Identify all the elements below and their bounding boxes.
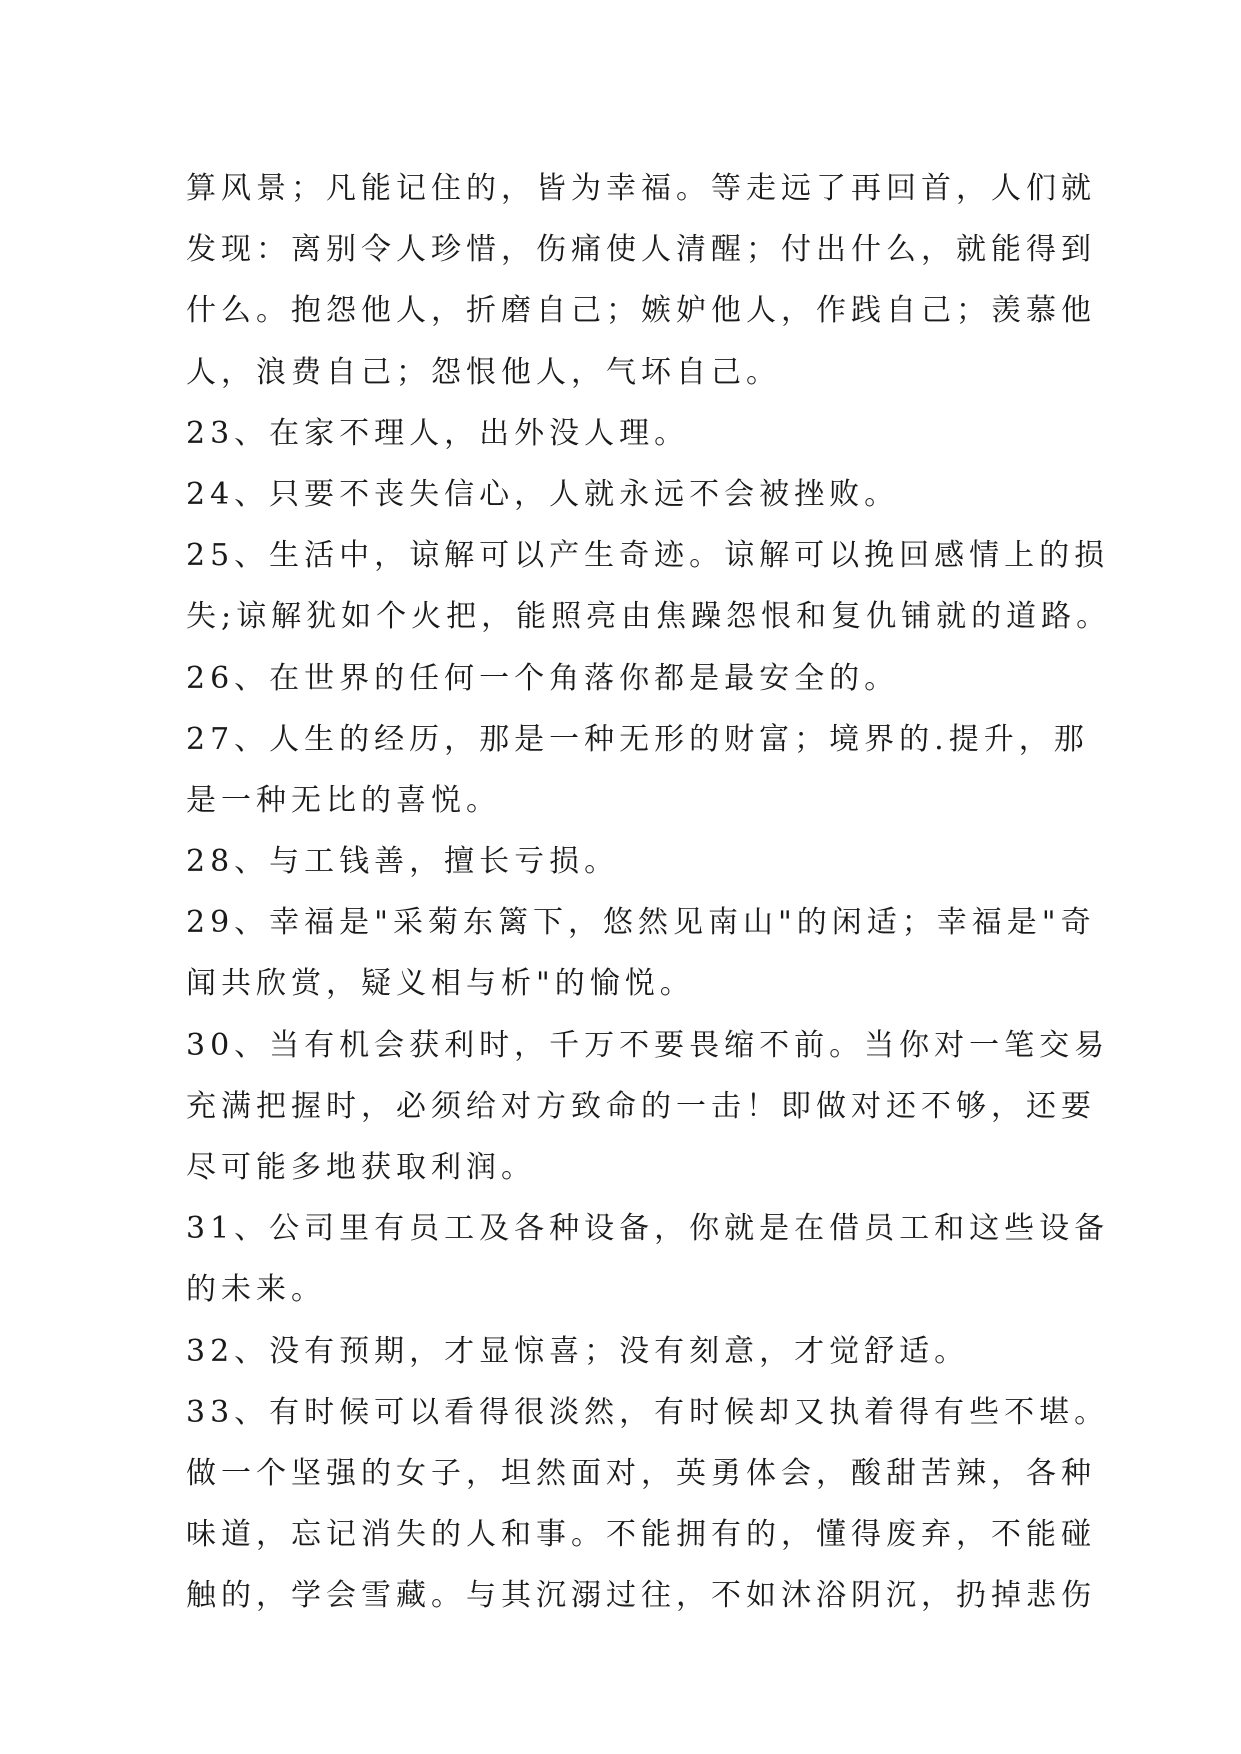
text-line: 什么。抱怨他人，折磨自己；嫉妒他人，作践自己；羡慕他 [186,293,1096,329]
text-line: 闻共欣赏，疑义相与析"的愉悦。 [186,966,695,1002]
text-line: 25、生活中，谅解可以产生奇迹。谅解可以挽回感情上的损 [186,538,1110,574]
text-line: 是一种无比的喜悦。 [186,782,501,818]
text-line: 尽可能多地获取利润。 [186,1150,536,1185]
text-line: 26、在世界的任何一个角落你都是最安全的。 [186,660,900,696]
text-line: 33、有时候可以看得很淡然，有时候却又执着得有些不堪。 [186,1394,1110,1430]
text-line: 23、在家不理人，出外没人理。 [186,415,690,451]
text-line: 27、人生的经历，那是一种无形的财富；境界的.提升，那 [186,721,1089,757]
text-line: 失;谅解犹如个火把，能照亮由焦躁怨恨和复仇铺就的道路。 [186,599,1112,635]
text-line: 的未来。 [186,1272,326,1308]
text-line: 味道，忘记消失的人和事。不能拥有的，懂得废弃，不能碰 [186,1517,1096,1553]
text-line: 28、与工钱善，擅长亏损。 [186,844,620,880]
text-line: 算风景；凡能记住的，皆为幸福。等走远了再回首，人们就 [186,171,1096,206]
text-line: 24、只要不丧失信心，人就永远不会被挫败。 [186,476,900,512]
text-line: 做一个坚强的女子，坦然面对，英勇体会，酸甜苦辣，各种 [186,1455,1096,1491]
text-line: 30、当有机会获利时，千万不要畏缩不前。当你对一笔交易 [186,1027,1110,1063]
text-line: 人，浪费自己；怨恨他人，气坏自己。 [186,354,781,390]
text-line: 发现：离别令人珍惜，伤痛使人清醒；付出什么，就能得到 [186,232,1096,268]
document-body [186,158,1112,1627]
text-line: 32、没有预期，才显惊喜；没有刻意，才觉舒适。 [186,1333,970,1369]
text-line: 29、幸福是"采菊东篱下，悠然见南山"的闲适；幸福是"奇 [186,905,1096,941]
text-line: 触的，学会雪藏。与其沉溺过往，不如沐浴阴沉，扔掉悲伤 [186,1578,1096,1614]
text-line: 充满把握时，必须给对方致命的一击！即做对还不够，还要 [186,1088,1096,1124]
text-line: 31、公司里有员工及各种设备，你就是在借员工和这些设备 [186,1211,1110,1247]
